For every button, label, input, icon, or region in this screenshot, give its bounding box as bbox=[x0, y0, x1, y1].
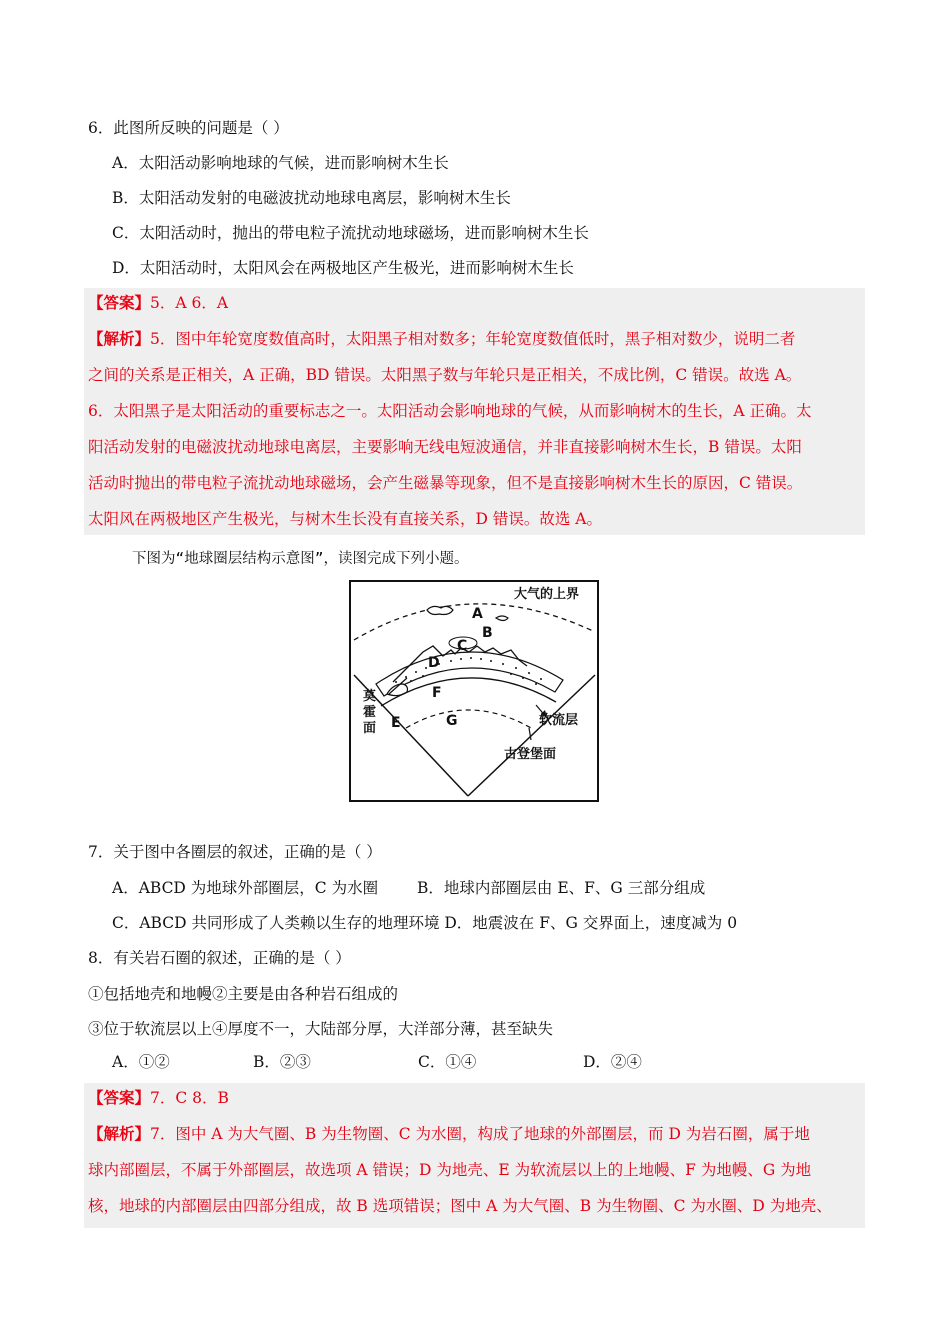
q6-option-a: A．太阳活动影响地球的气候，进而影响树木生长 bbox=[112, 154, 449, 172]
analysis-tag: 【解析】 bbox=[88, 1124, 151, 1143]
gutenberg-line bbox=[406, 710, 531, 728]
label-moho-2: 霍 bbox=[363, 705, 377, 720]
earth-layers-figure bbox=[349, 580, 599, 802]
label-asthenosphere: 软流层 bbox=[539, 713, 579, 728]
answer-block-2 bbox=[84, 1083, 865, 1228]
label-gutenberg: 古登堡面 bbox=[504, 747, 557, 762]
label-c: C bbox=[457, 638, 468, 654]
answer-block-1 bbox=[84, 288, 865, 535]
analysis-line-1 bbox=[88, 329, 795, 349]
figure-intro: 下图为“地球圈层结构示意图”，读图完成下列小题。 bbox=[132, 551, 469, 567]
label-b: B bbox=[482, 625, 493, 641]
cloud-icon bbox=[427, 606, 453, 614]
q7-option-a: A．ABCD 为地球外部圈层，C 为水圈 bbox=[112, 879, 379, 897]
analysis-line-2: 球内部圈层，不属于外部圈层，故选项 A 错误；D 为地壳、E 为软流层以上的上地幔、F 为地幔、G 为地 bbox=[88, 1161, 812, 1179]
analysis-line-2: 之间的关系是正相关，A 正确，BD 错误。太阳黑子数与年轮只是正相关，不成比例，C 错误。故选 A。 bbox=[88, 366, 802, 384]
answer-text: 7．C 8．B bbox=[150, 1089, 229, 1107]
analysis-line-3: 6．太阳黑子是太阳活动的重要标志之一。太阳活动会影响地球的气候，从而影响树木的生长，A 正确。太 bbox=[88, 402, 812, 420]
q6-option-d: D．太阳活动时，太阳风会在两极地区产生极光，进而影响树木生长 bbox=[112, 259, 574, 277]
label-a: A bbox=[472, 606, 483, 622]
q6-option-c: C．太阳活动时，抛出的带电粒子流扰动地球磁场，进而影响树木生长 bbox=[112, 224, 589, 242]
analysis-line-1 bbox=[88, 1124, 810, 1144]
q8-stem: 8．有关岩石圈的叙述，正确的是（ ） bbox=[88, 949, 351, 967]
analysis-line-6: 太阳风在两极地区产生极光，与树木生长没有直接关系，D 错误。故选 A。 bbox=[88, 510, 602, 528]
label-d: D bbox=[428, 655, 440, 671]
analysis-line-3: 核，地球的内部圈层由四部分组成，故 B 选项错误；图中 A 为大气圈、B 为生物圈、C 为水圈、D 为地壳、 bbox=[88, 1197, 832, 1215]
answer-text: 5．A 6．A bbox=[150, 294, 229, 312]
label-moho-1: 莫 bbox=[363, 689, 377, 704]
q7-option-b: B．地球内部圈层由 E、F、G 三部分组成 bbox=[417, 879, 706, 897]
answer-line bbox=[88, 293, 228, 313]
q8-choice-d: D．②④ bbox=[583, 1053, 642, 1071]
analysis-line-4: 阳活动发射的电磁波扰动地球电离层，主要影响无线电短波通信，并非直接影响树木生长，B 错误。太阳 bbox=[88, 438, 802, 456]
label-moho-3: 面 bbox=[363, 721, 377, 736]
label-e: E bbox=[391, 715, 401, 731]
answer-tag: 【答案】 bbox=[88, 293, 151, 312]
analysis-text: 5．图中年轮宽度数值高时，太阳黑子相对数多；年轮宽度数值低时，黑子相对数少，说明二者 bbox=[150, 330, 796, 348]
analysis-text: 7．图中 A 为大气圈、B 为生物圈、C 为水圈，构成了地球的外部圈层，而 D 为岩石圈，属于地 bbox=[150, 1125, 810, 1143]
answer-tag: 【答案】 bbox=[88, 1088, 151, 1107]
q8-statement-2: ③位于软流层以上④厚度不一，大陆部分厚，大洋部分薄，甚至缺失 bbox=[88, 1020, 554, 1038]
q7-option-cd: C．ABCD 共同形成了人类赖以生存的地理环境 D．地震波在 F、G 交界面上，速度减为 0 bbox=[112, 914, 738, 932]
label-atmosphere-top: 大气的上界 bbox=[514, 587, 580, 602]
q8-statement-1: ①包括地壳和地幔②主要是由各种岩石组成的 bbox=[88, 985, 399, 1003]
analysis-line-5: 活动时抛出的带电粒子流扰动地球磁场，会产生磁暴等现象，但不是直接影响树木生长的原因，C 错误。 bbox=[88, 474, 803, 492]
q7-stem: 7．关于图中各圈层的叙述，正确的是（ ） bbox=[88, 843, 382, 861]
analysis-tag: 【解析】 bbox=[88, 329, 151, 348]
cloud-icon bbox=[496, 616, 508, 621]
label-f: F bbox=[432, 685, 442, 701]
sector-right-edge bbox=[468, 675, 595, 796]
q8-choice-a: A．①② bbox=[112, 1053, 170, 1071]
q8-choice-b: B．②③ bbox=[253, 1053, 311, 1071]
earth-layers-diagram bbox=[351, 582, 597, 800]
q6-option-b: B．太阳活动发射的电磁波扰动地球电离层，影响树木生长 bbox=[112, 189, 511, 207]
answer-line bbox=[88, 1088, 229, 1108]
q6-stem: 6．此图所反映的问题是（ ） bbox=[88, 119, 289, 137]
label-g: G bbox=[446, 713, 458, 729]
q8-choice-c: C．①④ bbox=[418, 1053, 477, 1071]
